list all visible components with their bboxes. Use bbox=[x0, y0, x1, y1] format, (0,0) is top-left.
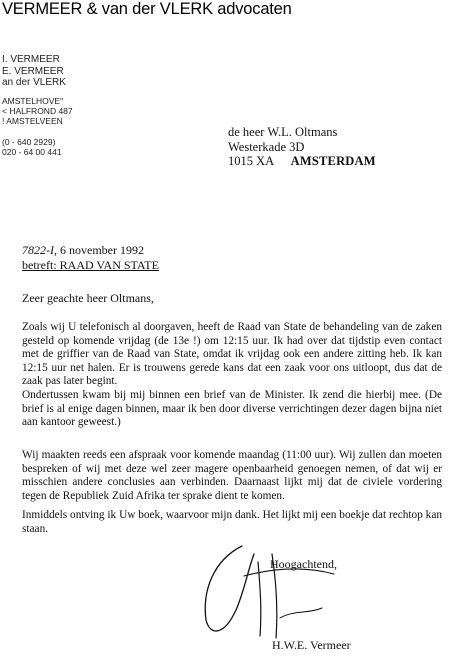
partner-name: an der VLERK bbox=[2, 77, 66, 88]
recipient-postcode: 1015 XA bbox=[228, 154, 274, 168]
reference-line bbox=[22, 244, 144, 257]
address-line: < HALFROND 487 bbox=[2, 106, 73, 116]
closing: Hoogachtend, bbox=[270, 557, 337, 571]
partner-list bbox=[2, 54, 66, 89]
recipient-name: de heer W.L. Oltmans bbox=[228, 125, 338, 139]
letter-date: 6 november 1992 bbox=[60, 243, 144, 257]
signatory-name: H.W.E. Vermeer bbox=[272, 638, 351, 652]
salutation: Zeer geachte heer Oltmans, bbox=[22, 291, 154, 305]
firm-address bbox=[2, 96, 73, 126]
recipient-street: Westerkade 3D bbox=[228, 139, 305, 154]
phone-line: (0 - 640 2929) bbox=[2, 137, 56, 147]
body-paragraph: Inmiddels ontving ik Uw boek, waarvoor mijn dank. Het lijkt mij een boekje dat rechtop kan staan. bbox=[22, 509, 442, 535]
recipient-city: AMSTERDAM bbox=[290, 154, 376, 168]
body-paragraph: Zoals wij U telefonisch al doorgaven, heeft de Raad van State de behandeling van de zaken gesteld op komende vrijdag (de 13e !) om 12:15 uur. Ik had over dat tijdstip even contact met de griffier van de Raad van State, omdat ik vrijdag ook een andere zitting heb. Ik kan 12:15 uur net halen. Er is trouwens gerede kans dat een zaak voor ons uitloopt, dus dat de zaak pas later begint. bbox=[22, 321, 442, 388]
address-line: AMSTELHOVE" bbox=[2, 96, 64, 106]
recipient-city-line bbox=[228, 154, 376, 169]
reference-code: 7822-I, bbox=[22, 243, 57, 257]
firm-name: VERMEER & van der VLERK advocaten bbox=[2, 0, 292, 18]
body-paragraph: Wij maakten reeds een afspraak voor komende maandag (11:00 uur). Wij zullen dan moeten bespreken of wij met deze wel zeer magere openbaarheid genoegen nemen, of dat wij er misschien andere conclusies aan verbinden. Daarnaast lijkt mij dat de civiele vordering tegen de Republiek Zuid Afrika ter sprake dient te komen. bbox=[22, 449, 442, 502]
subject-line: betreft: RAAD VAN STATE bbox=[22, 258, 159, 272]
address-line: ! AMSTELVEEN bbox=[2, 116, 63, 126]
body-paragraph: Ondertussen kwam bij mij binnen een brief van de Minister. Ik zend die hierbij mee. (De brief is al enige dagen binnen, maar ik ben door diverse verrichtingen dezer dagen bijna niet aan kantoor geweest.) bbox=[22, 389, 442, 429]
phone-line: 020 - 64 00 441 bbox=[2, 147, 62, 157]
firm-phones bbox=[2, 137, 62, 157]
recipient-address bbox=[228, 125, 376, 169]
partner-name: E. VERMEER bbox=[2, 65, 64, 77]
partner-name: I. VERMEER bbox=[2, 54, 60, 65]
handwritten-signature bbox=[184, 540, 364, 640]
